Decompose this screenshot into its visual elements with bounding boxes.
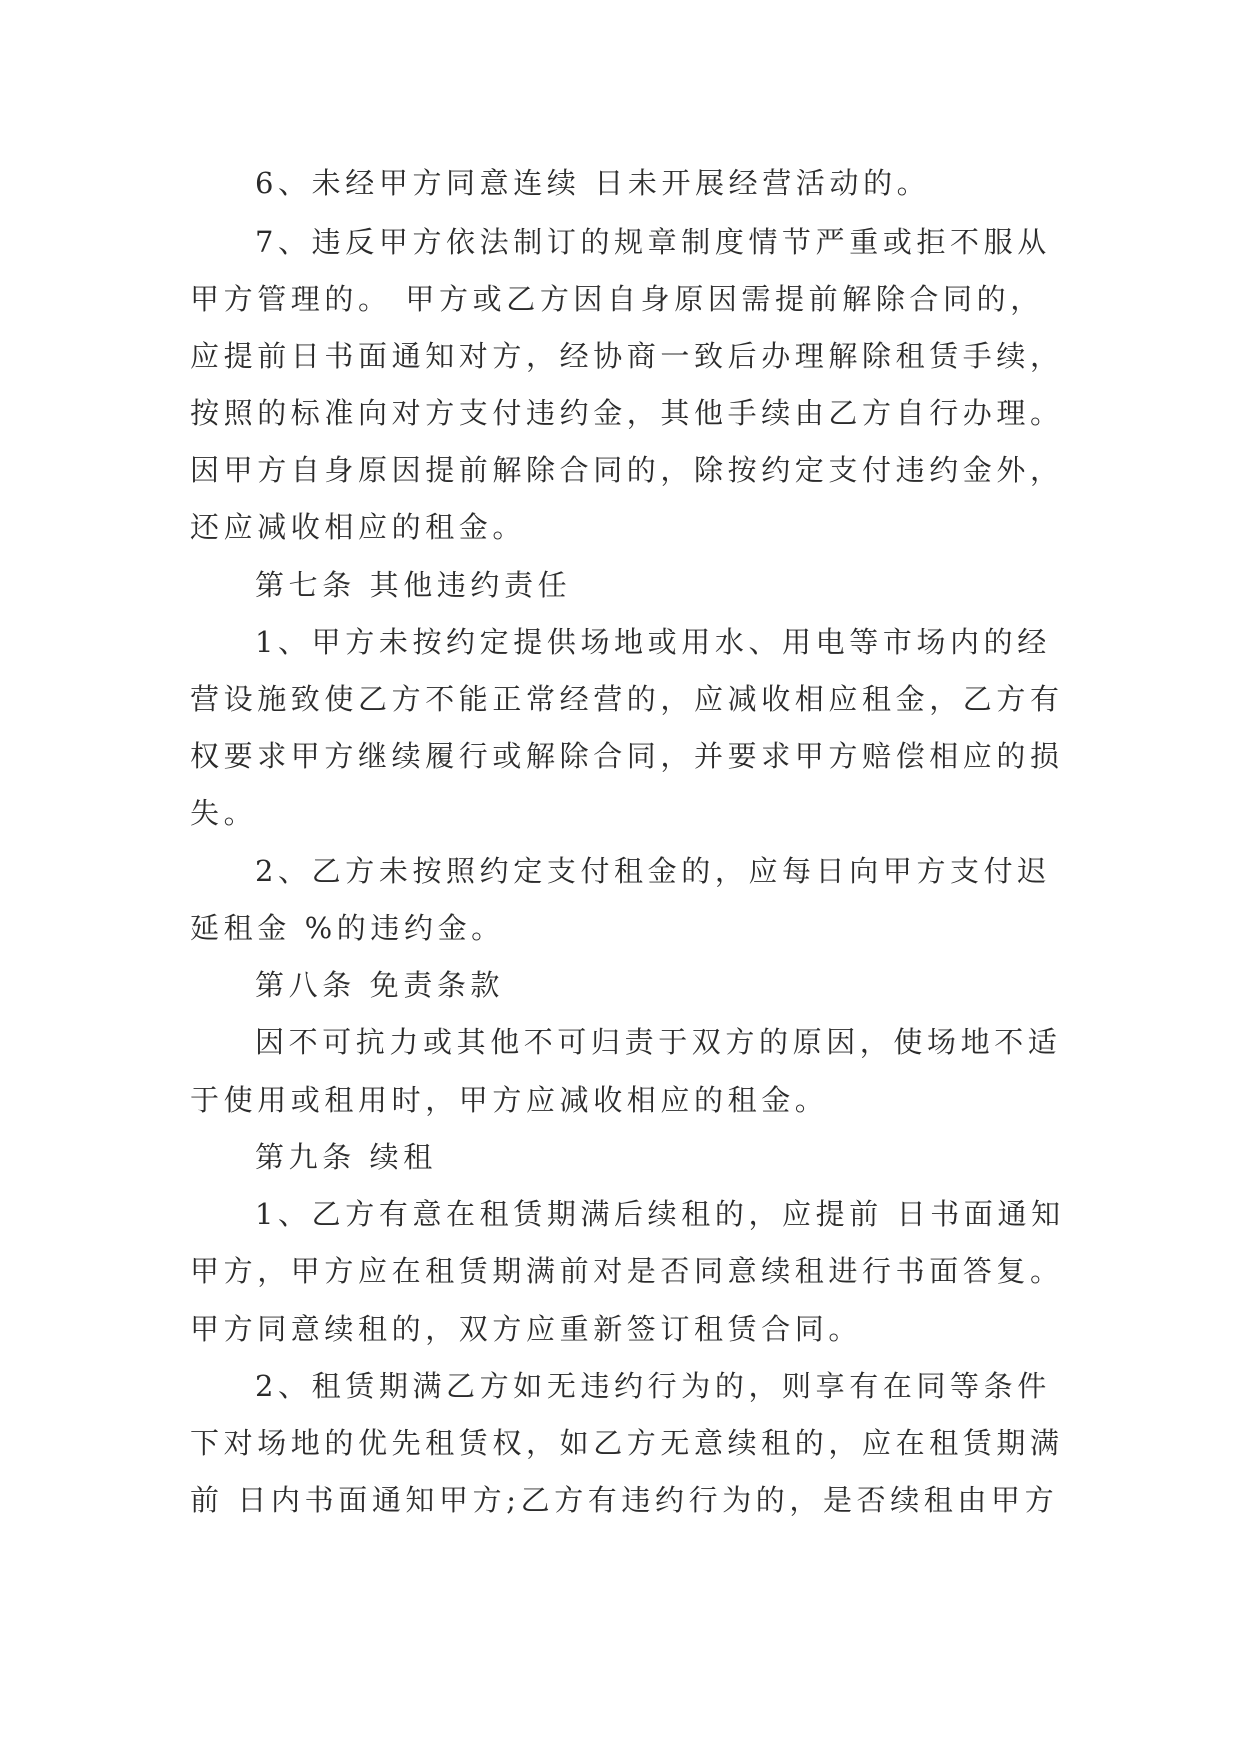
article-7-heading: 第七条 其他违约责任 [255, 568, 572, 602]
article-9-item-2-line-3: 前 日内书面通知甲方;乙方有违约行为的，是否续租由甲方 [190, 1483, 1059, 1517]
article-7-item-1-line-3: 权要求甲方继续履行或解除合同，并要求甲方赔偿相应的损 [190, 739, 1064, 773]
clause-6-line: 6、未经甲方同意连续 日未开展经营活动的。 [255, 166, 931, 200]
clause-7-line-4: 按照的标准向对方支付违约金，其他手续由乙方自行办理。 [190, 396, 1064, 430]
clause-7-line-3: 应提前日书面通知对方，经协商一致后办理解除租赁手续， [190, 339, 1064, 373]
article-9-item-1-line-1: 1、乙方有意在租赁期满后续租的，应提前 日书面通知 [255, 1197, 1065, 1231]
article-8-body-line-2: 于使用或租用时，甲方应减收相应的租金。 [190, 1083, 829, 1117]
article-9-heading: 第九条 续租 [255, 1140, 437, 1174]
article-9-item-2-line-2: 下对场地的优先租赁权，如乙方无意续租的，应在租赁期满 [190, 1426, 1064, 1460]
article-9-item-1-line-3: 甲方同意续租的，双方应重新签订租赁合同。 [190, 1312, 863, 1346]
article-7-item-1-line-4: 失。 [190, 796, 258, 830]
article-9-item-1-line-2: 甲方，甲方应在租赁期满前对是否同意续租进行书面答复。 [190, 1254, 1064, 1288]
article-7-item-1-line-1: 1、甲方未按约定提供场地或用水、用电等市场内的经 [255, 625, 1051, 659]
clause-7-line-6: 还应减收相应的租金。 [190, 510, 527, 544]
clause-7-line-1: 7、违反甲方依法制订的规章制度情节严重或拒不服从 [255, 225, 1051, 259]
article-8-heading: 第八条 免责条款 [255, 968, 505, 1002]
article-7-item-2-line-2: 延租金 %的违约金。 [190, 911, 505, 945]
article-8-body-line-1: 因不可抗力或其他不可归责于双方的原因，使场地不适 [255, 1025, 1062, 1059]
article-7-item-1-line-2: 营设施致使乙方不能正常经营的，应减收相应租金，乙方有 [190, 682, 1064, 716]
clause-7-line-5: 因甲方自身原因提前解除合同的，除按约定支付违约金外， [190, 453, 1064, 487]
article-9-item-2-line-1: 2、租赁期满乙方如无违约行为的，则享有在同等条件 [255, 1369, 1051, 1403]
article-7-item-2-line-1: 2、乙方未按照约定支付租金的，应每日向甲方支付迟 [255, 854, 1051, 888]
clause-7-line-2: 甲方管理的。 甲方或乙方因自身原因需提前解除合同的， [190, 282, 1044, 316]
